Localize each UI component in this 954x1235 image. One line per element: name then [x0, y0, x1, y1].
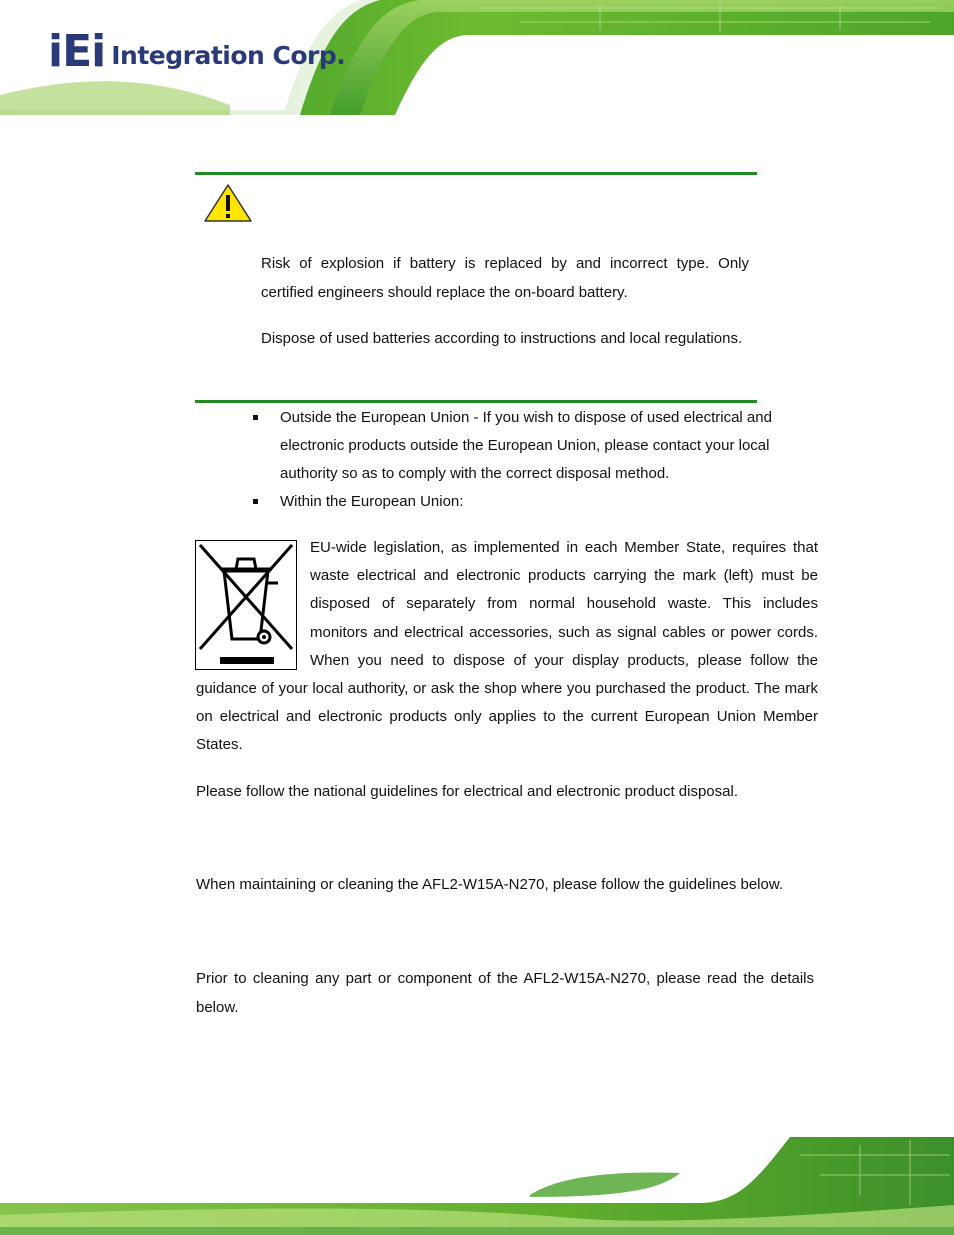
disposal-list — [253, 404, 813, 516]
footer-banner — [0, 1135, 954, 1235]
warning-top-rule — [195, 172, 757, 175]
bullet-square-icon — [253, 415, 258, 420]
logo-text: Integration Corp. — [111, 41, 346, 70]
list-item-text: Outside the European Union - If you wish to dispose of used electrical and electronic products outside the European Union, please contact your local authority so as to comply with the correct disposal method. — [280, 409, 772, 482]
list-item-text: Within the European Union: — [280, 493, 464, 510]
maintenance-text: When maintaining or cleaning the AFL2-W15A-N270, please follow the guidelines below. — [196, 876, 784, 893]
warning-paragraph-2: Dispose of used batteries according to instructions and local regulations. — [261, 330, 743, 347]
warning-bottom-rule — [195, 400, 757, 403]
company-logo — [48, 24, 346, 77]
list-item — [253, 404, 813, 488]
warning-triangle-icon — [203, 183, 253, 223]
list-item — [253, 488, 813, 516]
national-guidelines-text: Please follow the national guidelines for electrical and electronic product disposal. — [196, 783, 738, 800]
bullet-square-icon — [253, 499, 258, 504]
weee-paragraph: EU-wide legislation, as implemented in each Member State, requires that waste electrical and electronic products carrying the mark (left) must be disposed of separately from normal household waste. This includes monitors and electrical accessories, such as signal cables or power cords. When you need to dispose of your display products, please follow the guidance of your local authority, or ask the shop where you purchased the product. The mark on electrical and electronic products only applies to the current European Union Member States. — [196, 539, 818, 754]
warning-paragraph-1: Risk of explosion if battery is replaced by and incorrect type. Only certified engineers should replace the on-board battery. — [261, 255, 749, 301]
cleaning-text: Prior to cleaning any part or component of the AFL2-W15A-N270, please read the details below. — [196, 970, 814, 1016]
logo-mark: iEi — [48, 26, 106, 77]
